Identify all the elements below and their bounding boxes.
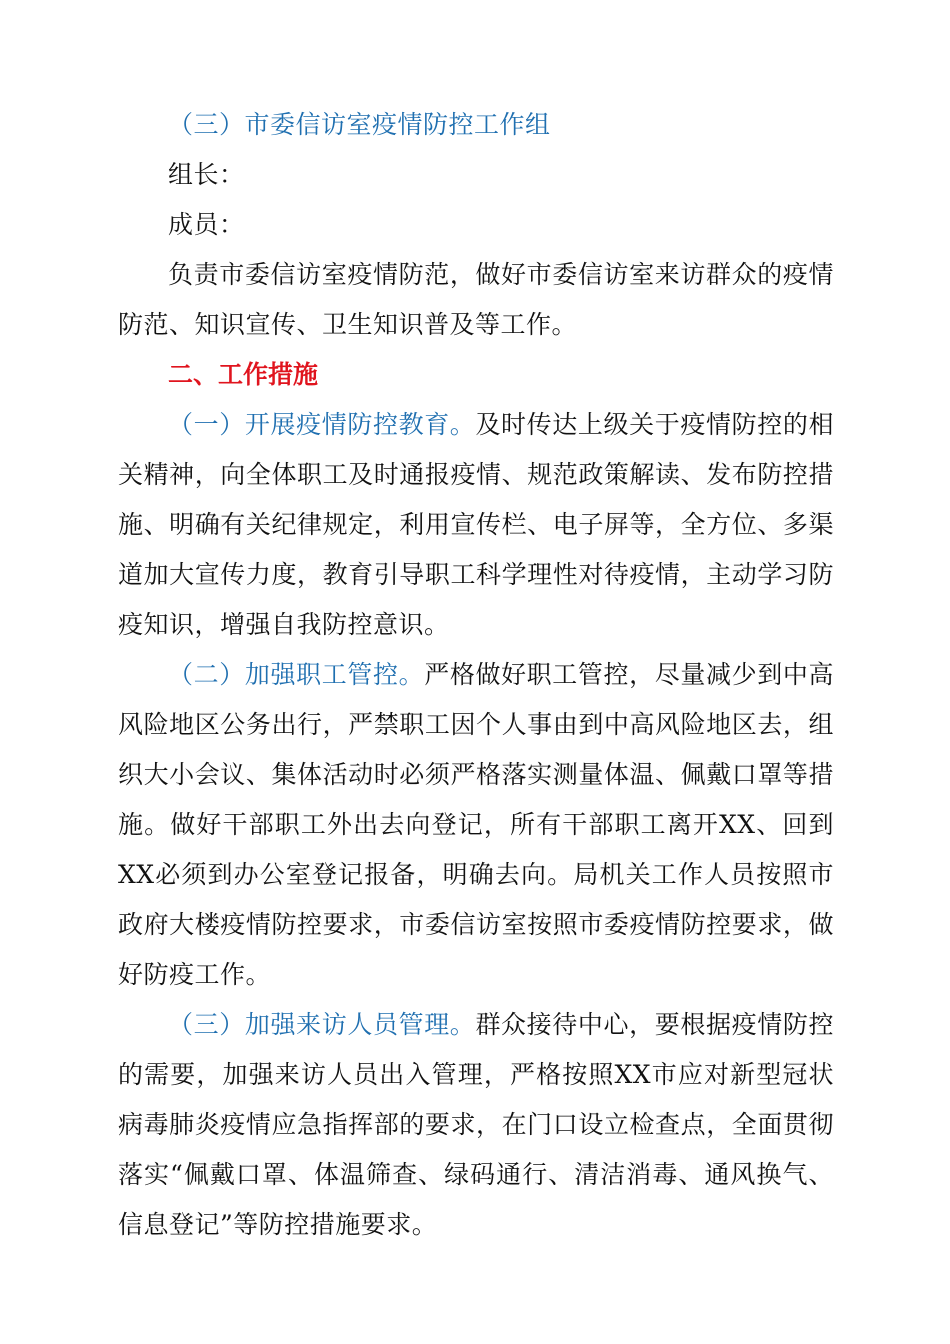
measure-paragraph-3	[118, 1000, 834, 1250]
measure-title-1: （一）开展疫情防控教育。	[168, 410, 476, 439]
section3-title: （三）市委信访室疫情防控工作组	[168, 110, 551, 139]
measure-paragraph-1	[118, 400, 834, 650]
measure-body-3: 群众接待中心，要根据疫情防控的需要，加强来访人员出入管理，严格按照XX市应对新型冠状病毒肺炎疫情应急指挥部的要求，在门口设立检查点，全面贯彻落实“佩戴口罩、体温筛查、绿码通行、清洁消毒、通风换气、信息登记”等防控措施要求。	[118, 1010, 834, 1239]
section3-duty: 负责市委信访室疫情防范，做好市委信访室来访群众的疫情防范、知识宣传、卫生知识普及等工作。	[118, 260, 834, 339]
measure-body-2: 严格做好职工管控，尽量减少到中高风险地区公务出行，严禁职工因个人事由到中高风险地区去，组织大小会议、集体活动时必须严格落实测量体温、佩戴口罩等措施。做好干部职工外出去向登记，所有干部职工离开XX、回到XX必须到办公室登记报备，明确去向。局机关工作人员按照市政府大楼疫情防控要求，市委信访室按照市委疫情防控要求，做好防疫工作。	[118, 660, 834, 989]
measure-body-1: 及时传达上级关于疫情防控的相关精神，向全体职工及时通报疫情、规范政策解读、发布防控措施、明确有关纪律规定，利用宣传栏、电子屏等，全方位、多渠道加大宣传力度，教育引导职工科学理性对待疫情，主动学习防疫知识，增强自我防控意识。	[118, 410, 834, 639]
measure-title-2: （二）加强职工管控。	[168, 660, 425, 689]
leader-label: 组长：	[168, 160, 245, 189]
part2-heading: 二、工作措施	[168, 360, 319, 389]
document-page	[118, 100, 834, 1250]
measure-paragraph-2	[118, 650, 834, 1000]
members-label: 成员：	[168, 210, 245, 239]
measure-title-3: （三）加强来访人员管理。	[168, 1010, 476, 1039]
